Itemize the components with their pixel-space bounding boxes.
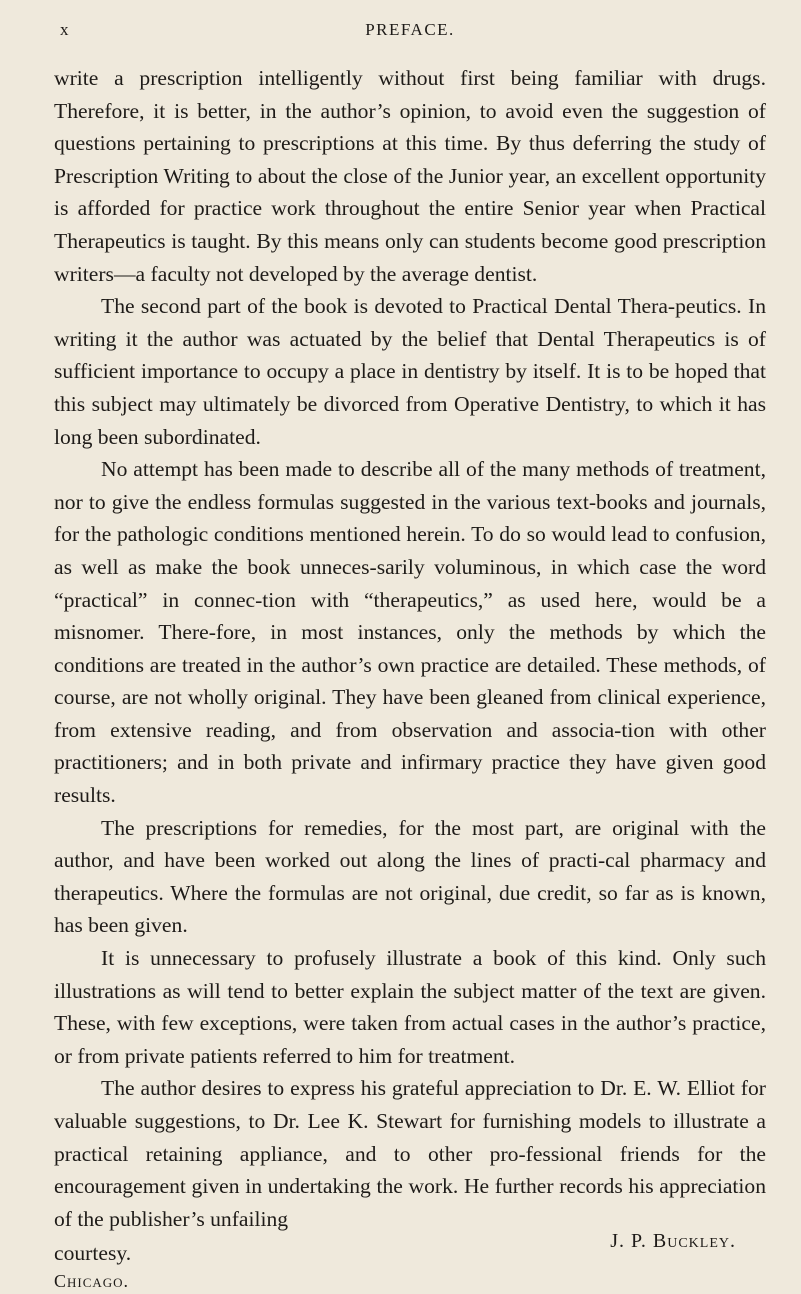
running-header [60,20,760,50]
closing-line [54,1230,766,1268]
page-number: x [60,20,70,39]
preface-body [54,62,766,1294]
running-title: PREFACE. [365,20,455,39]
place-line: Chicago. [54,1270,130,1291]
paragraph: write a prescription intelligently without first being familiar with drugs. Therefore, it is better, in the author’s opinion, to avoid even the suggestion of questions pertaining to prescriptions at this time. By thus deferring the study of Prescription Writing to about the close of the Junior year, an excellent opportunity is afforded for practice work throughout the entire Senior year when Practical Therapeutics is taught. By this means only can students become good prescription writers—a faculty not developed by the average dentist. [54,66,766,286]
paragraph: The author desires to express his grateful appreciation to Dr. E. W. Elliot for valuable suggestions, to Dr. Lee K. Stewart for furnishing models to illustrate a practical retaining appliance, and to other pro-fessional friends for the encouragement given in undertaking the work. He further records his appreciation of the publisher’s unfailing [54,1076,766,1231]
paragraph: It is unnecessary to profusely illustrate a book of this kind. Only such illustrations as will tend to better explain the subject matter of the text are given. These, with few exceptions, were taken from actual cases in the author’s practice, or from private patients referred to him for treatment. [54,946,766,1068]
closing-word: courtesy. [54,1241,132,1266]
paragraph: No attempt has been made to describe all of the many methods of treatment, nor to give the endless formulas suggested in the various text-books and journals, for the pathologic conditions mentioned herein. To do so would lead to confusion, as well as make the book unneces-sarily voluminous, in which case the word “practical” in connec-tion with “therapeutics,” as used here, would be a misnomer. There-fore, in most instances, only the methods by which the conditions are treated in the author’s own practice are detailed. These methods, of course, are not wholly original. They have been gleaned from clinical experience, from extensive reading, and from observation and associa-tion with other practitioners; and in both private and infirmary practice they have given good results. [54,457,766,808]
paragraph: The second part of the book is devoted to Practical Dental Thera-peutics. In writing it the author was actuated by the belief that Dental Therapeutics is of sufficient importance to occupy a place in dentistry by itself. It is to be hoped that this subject may ultimately be divorced from Operative Dentistry, to which it has long been subordinated. [54,294,766,449]
paragraph: The prescriptions for remedies, for the most part, are original with the author, and have been worked out along the lines of practi-cal pharmacy and therapeutics. Where the formulas are not original, due credit, so far as is known, has been given. [54,815,766,938]
author-signature: J. P. Buckley. [610,1230,736,1253]
